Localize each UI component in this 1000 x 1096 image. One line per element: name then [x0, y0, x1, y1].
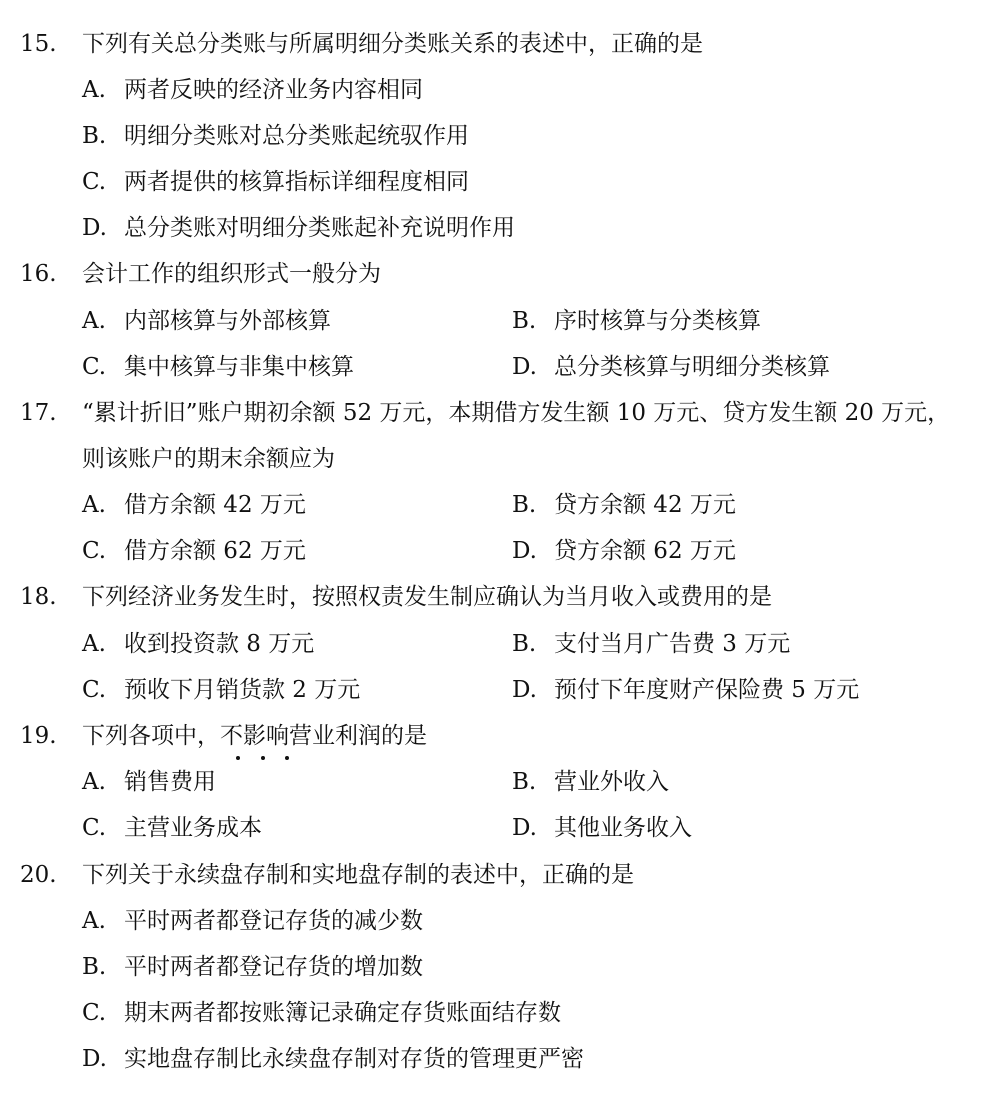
question-number: 17.: [20, 400, 57, 426]
option-text: 借方余额 42 万元: [124, 492, 306, 518]
q20-option-c: [82, 997, 561, 1029]
option-label: D.: [82, 215, 107, 241]
option-text: 两者提供的核算指标详细程度相同: [124, 169, 469, 195]
question-20-stem: [20, 859, 634, 891]
option-text: 实地盘存制比永续盘存制对存货的管理更严密: [124, 1046, 584, 1072]
option-label: C.: [82, 538, 107, 564]
q19-option-a: [82, 766, 216, 798]
question-number: 16.: [20, 261, 57, 287]
option-label: D.: [512, 815, 537, 841]
option-label: B.: [512, 769, 537, 795]
q20-option-d: [82, 1043, 584, 1075]
emphasis-dot: [285, 756, 289, 760]
q20-option-a: [82, 905, 423, 937]
emphasis-dot: [261, 756, 265, 760]
q15-option-b: [82, 120, 469, 152]
option-label: A.: [82, 308, 106, 334]
option-text: 平时两者都登记存货的增加数: [124, 954, 423, 980]
q18-option-d: [512, 674, 859, 706]
question-text: 下列关于永续盘存制和实地盘存制的表述中，正确的是: [82, 862, 634, 888]
option-label: C.: [82, 1000, 107, 1026]
option-label: D.: [512, 354, 537, 380]
option-text: 收到投资款 8 万元: [124, 631, 315, 657]
option-text: 贷方余额 42 万元: [554, 492, 736, 518]
option-text: 支付当月广告费 3 万元: [554, 631, 791, 657]
q18-option-b: [512, 628, 790, 660]
q16-option-d: [512, 351, 830, 383]
question-18-stem: [20, 581, 772, 613]
option-text: 预收下月销货款 2 万元: [124, 677, 361, 703]
question-text: 下列有关总分类账与所属明细分类账关系的表述中，正确的是: [82, 31, 703, 57]
option-text: 总分类账对明细分类账起补充说明作用: [124, 215, 515, 241]
option-text: 营业外收入: [554, 769, 669, 795]
option-label: C.: [82, 169, 107, 195]
question-number: 20.: [20, 862, 57, 888]
option-text: 销售费用: [124, 769, 216, 795]
option-text: 集中核算与非集中核算: [124, 354, 354, 380]
option-label: B.: [82, 954, 107, 980]
option-text: 期末两者都按账簿记录确定存货账面结存数: [124, 1000, 561, 1026]
question-text: 会计工作的组织形式一般分为: [82, 261, 381, 287]
option-label: C.: [82, 815, 107, 841]
option-label: C.: [82, 354, 107, 380]
option-text: 平时两者都登记存货的减少数: [124, 908, 423, 934]
q15-option-a: [82, 74, 423, 106]
question-15-stem: [20, 28, 703, 60]
question-text: “累计折旧”账户期初余额 52 万元，本期借方发生额 10 万元、贷方发生额 20 万元，: [82, 400, 951, 426]
question-text: 下列经济业务发生时，按照权责发生制应确认为当月收入或费用的是: [82, 584, 772, 610]
q19-option-b: [512, 766, 669, 798]
question-number: 18.: [20, 584, 57, 610]
option-label: A.: [82, 492, 106, 518]
q17-option-b: [512, 489, 736, 521]
option-text: 借方余额 62 万元: [124, 538, 306, 564]
option-text: 内部核算与外部核算: [124, 308, 331, 334]
option-label: B.: [512, 492, 537, 518]
option-label: A.: [82, 77, 106, 103]
option-label: D.: [82, 1046, 107, 1072]
option-text: 其他业务收入: [554, 815, 692, 841]
q17-option-d: [512, 535, 736, 567]
q19-option-d: [512, 812, 692, 844]
q19-option-c: [82, 812, 262, 844]
emphasis-dot: [236, 756, 240, 760]
option-label: B.: [512, 308, 537, 334]
q18-option-a: [82, 628, 314, 660]
option-label: A.: [82, 769, 106, 795]
question-19-stem: [20, 720, 427, 752]
q16-option-b: [512, 305, 761, 337]
question-17-stem: [20, 397, 950, 429]
question-text: 下列各项中，不影响营业利润的是: [82, 723, 427, 749]
option-label: D.: [512, 538, 537, 564]
q16-option-a: [82, 305, 331, 337]
q16-option-c: [82, 351, 354, 383]
question-number: 15.: [20, 31, 57, 57]
question-17-stem-continued: 则该账户的期末余额应为: [82, 446, 335, 472]
option-label: A.: [82, 631, 106, 657]
option-label: C.: [82, 677, 107, 703]
q20-option-b: [82, 951, 423, 983]
question-16-stem: [20, 258, 381, 290]
option-text: 两者反映的经济业务内容相同: [124, 77, 423, 103]
option-label: D.: [512, 677, 537, 703]
q18-option-c: [82, 674, 360, 706]
q17-option-a: [82, 489, 306, 521]
option-label: B.: [512, 631, 537, 657]
option-text: 明细分类账对总分类账起统驭作用: [124, 123, 469, 149]
q15-option-d: [82, 212, 515, 244]
option-label: B.: [82, 123, 107, 149]
q15-option-c: [82, 166, 469, 198]
option-text: 总分类核算与明细分类核算: [554, 354, 830, 380]
option-text: 贷方余额 62 万元: [554, 538, 736, 564]
option-label: A.: [82, 908, 106, 934]
option-text: 主营业务成本: [124, 815, 262, 841]
q17-option-c: [82, 535, 306, 567]
question-number: 19.: [20, 723, 57, 749]
option-text: 序时核算与分类核算: [554, 308, 761, 334]
option-text: 预付下年度财产保险费 5 万元: [554, 677, 860, 703]
